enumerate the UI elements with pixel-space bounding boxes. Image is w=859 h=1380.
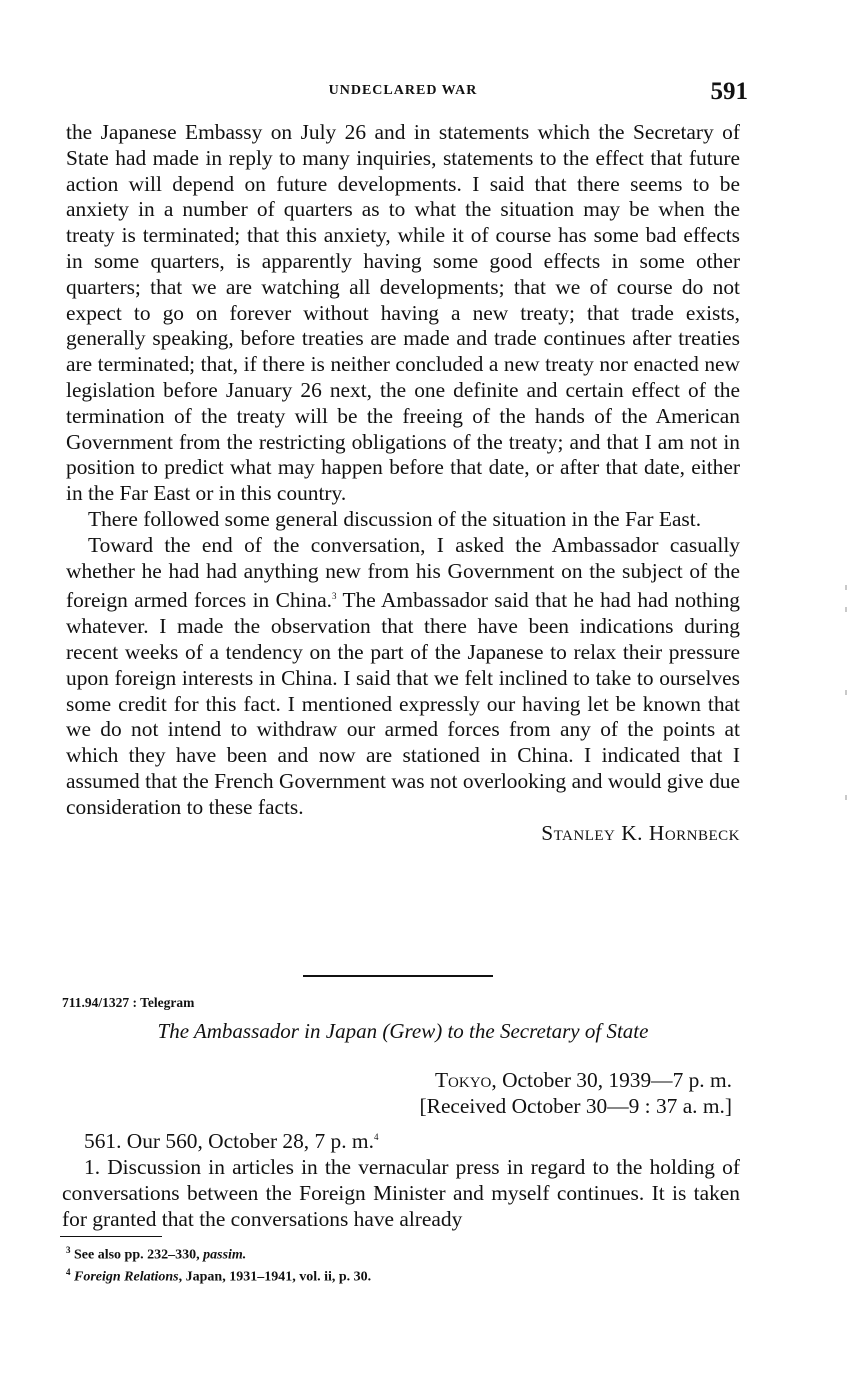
scan-speck	[845, 690, 847, 695]
footnote-number: 4	[66, 1266, 71, 1277]
reference-text: 561. Our 560, October 28, 7 p. m.	[84, 1129, 374, 1154]
scan-speck	[845, 795, 847, 800]
place-name: Tokyo	[434, 1068, 492, 1092]
paragraph-text: Toward the end of the conversation, I asked the Ambassador casually whether he had had anything new from his Government on the subject of the foreign armed forces in China.	[66, 532, 740, 613]
telegram-body	[62, 1125, 740, 1232]
footnote-4	[62, 1264, 740, 1286]
page-number: 591	[710, 78, 748, 105]
footnote-marker: 3	[332, 591, 337, 602]
footnote-text: , Japan, 1931–1941, vol. ii, p. 30.	[178, 1269, 372, 1285]
running-header	[66, 78, 748, 108]
scan-speck	[845, 585, 847, 590]
document-page	[62, 0, 748, 1380]
footnotes	[62, 1242, 740, 1285]
body-paragraph: the Japanese Embassy on July 26 and in statements which the Secretary of State had made in reply to many inquiries, statements to the effect that future action will depend on future developments. I said that there seems to be anxiety in a number of quarters as to what the situation may be when the treaty is terminated; that this anxiety, while it of course has some bad effects in some quarters, is apparently having some good effects in some other quarters; that we are watching all developments; that we of course do not expect to go on forever without having a new treaty; that trade exists, generally speaking, before treaties are made and trade continues after treaties are terminated; that, if there is neither concluded a new treaty nor enacted new legislation before January 26 next, the one definite and certain effect of the termination of the treaty will be the freeing of the hands of the American Government from the restricting obligations of the treaty; and that I am not in position to predict what may happen before that date, or after that date, either in the Far East or in this country.	[66, 120, 740, 506]
footnote-italic: passim.	[203, 1247, 247, 1263]
document-title: The Ambassador in Japan (Grew) to the Secretary of State	[157, 1019, 649, 1043]
date-line	[420, 1068, 732, 1094]
footnote-marker: 4	[373, 1132, 379, 1142]
body-paragraph: There followed some general discussion of the situation in the Far East.	[88, 506, 702, 531]
footnote-3	[62, 1242, 740, 1264]
footnote-text: See also pp. 232–330,	[74, 1247, 204, 1263]
footnote-number: 3	[66, 1245, 71, 1255]
memorandum-body	[66, 120, 740, 846]
signature: Stanley K. Hornbeck	[541, 820, 740, 845]
received-line: [Received October 30—9 : 37 a. m.]	[419, 1093, 732, 1118]
reference-line	[62, 1125, 740, 1155]
scan-margin-marks	[845, 585, 853, 805]
running-title: UNDECLARED WAR	[328, 83, 478, 98]
scan-speck	[845, 607, 847, 612]
dateline	[420, 1068, 732, 1120]
file-reference: 711.94/1327 : Telegram	[62, 995, 195, 1010]
paragraph-text: The Ambassador said that he had had nothing whatever. I made the observation that there have been indications during recent weeks of a tendency on the part of the Japanese to relax their pressure upon foreign interests in China. I said that we felt inclined to take to ourselves some credit for this fact. I mentioned expressly our having let be known that we do not intend to withdraw our armed forces from any of the points at which they have been and now are stationed in China. I indicated that I assumed that the French Government was not overlooking and would give due consideration to these facts.	[66, 588, 740, 819]
footnote-rule	[60, 1236, 162, 1237]
body-paragraph	[66, 533, 740, 821]
section-divider	[303, 975, 493, 977]
footnote-italic: Foreign Relations	[74, 1269, 179, 1285]
date-time: , October 30, 1939—7 p. m.	[491, 1068, 732, 1092]
body-paragraph: 1. Discussion in articles in the vernacular press in regard to the holding of conversations between the Foreign Minister and myself continues. It is taken for granted that the conversations have already	[62, 1154, 740, 1231]
